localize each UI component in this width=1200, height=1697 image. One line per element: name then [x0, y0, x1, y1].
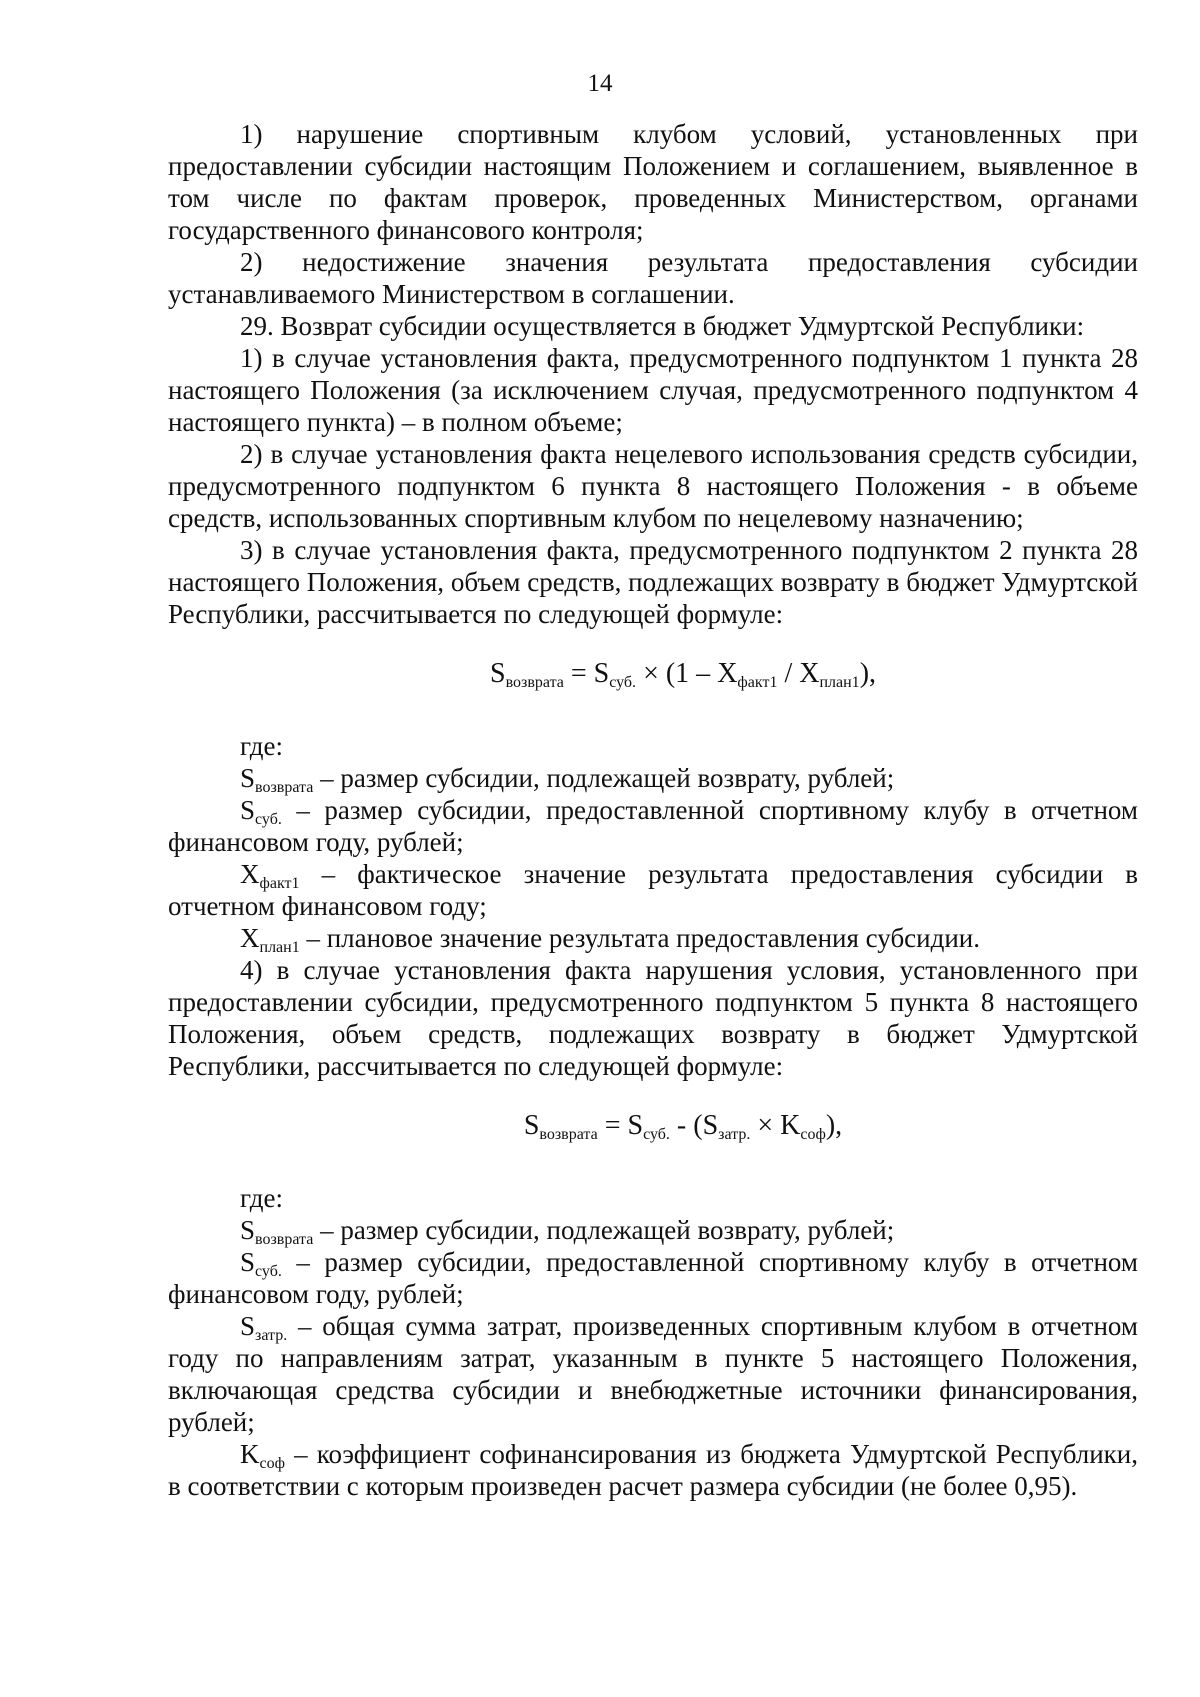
subscript-plan1: план1 [259, 939, 300, 956]
definition-text: – размер субсидии, подлежащей возврату, рублей; [313, 763, 895, 793]
subscript-sub: суб. [255, 811, 282, 828]
formula-1 [168, 656, 1138, 692]
definition-text: – плановое значение результата предоставления субсидии. [299, 923, 981, 953]
definition-text: – фактическое значение результата предоставления субсидии в отчетном финансовом году; [168, 859, 1138, 921]
paragraph-item-2: 2) недостижение значения результата предоставления субсидии устанавливаемого Министерством в соглашении. [168, 247, 1138, 309]
definition-text: – размер субсидии, предоставленной спортивному клубу в отчетном финансовом году, рублей; [168, 795, 1138, 857]
definition-x-plan [168, 922, 1138, 954]
formula-minus-open: - ( [669, 1110, 703, 1141]
definition-s-sub [168, 1246, 1138, 1310]
formula-close: ), [825, 1110, 843, 1141]
definition-text: – размер субсидии, предоставленной спортивному клубу в отчетном финансовом году, рублей; [168, 1247, 1138, 1309]
symbol-s: S [240, 1247, 256, 1277]
paragraph-29-item-4: 4) в случае установления факта нарушения условия, установленного при предоставлении субсидии, предусмотренного подпунктом 5 пункта 8 настоящего Положения, объем средств, подлежащих возврату в бюджет Удмуртской Республики, рассчитывается по следующей формуле: [168, 955, 1138, 1081]
symbol-x: X [717, 658, 738, 689]
symbol-s: S [489, 658, 506, 689]
subscript-fakt1: факт1 [259, 875, 300, 892]
subscript-sof: соф [259, 1455, 285, 1472]
symbol-x: X [240, 859, 260, 889]
subscript-sub: суб. [643, 1126, 670, 1143]
symbol-s: S [702, 1110, 719, 1141]
subscript-zatr: затр. [255, 1327, 288, 1344]
definition-s-vozvrata [168, 1214, 1138, 1246]
definition-k-sof [168, 1438, 1138, 1502]
subscript-sof: соф [800, 1126, 826, 1143]
paragraph-29-item-3: 3) в случае установления факта, предусмотренного подпунктом 2 пункта 28 настоящего Положения, объем средств, подлежащих возврату в бюджет Удмуртской Республики, рассчитывается по следующей формуле: [168, 535, 1138, 629]
where-label: где: [240, 1183, 283, 1213]
symbol-s: S [240, 1215, 256, 1245]
symbol-x: X [799, 658, 820, 689]
symbol-s: S [627, 1110, 644, 1141]
formula-mult-open: × (1 – [636, 658, 718, 689]
definition-text: – общая сумма затрат, произведенных спортивным клубом в отчетном году по направлениям затрат, указанным в пункте 5 настоящего Положения, включающая средства субсидии и внебюджетные источники финансирования, рублей; [168, 1311, 1138, 1437]
paragraph-item-1: 1) нарушение спортивным клубом условий, установленных при предоставлении субсидии настоящим Положением и соглашением, выявленное в том числе по фактам проверок, проведенных Министерством, органами государственного финансового контроля; [168, 119, 1138, 245]
paragraph-29: 29. Возврат субсидии осуществляется в бюджет Удмуртской Республики: [240, 311, 1085, 341]
where-label: где: [240, 731, 283, 761]
paragraph-29-item-1: 1) в случае установления факта, предусмотренного подпунктом 1 пункта 28 настоящего Положения (за исключением случая, предусмотренного подпунктом 4 настоящего пункта) – в полном объеме; [168, 343, 1138, 437]
symbol-x: X [240, 923, 260, 953]
symbol-s: S [593, 658, 610, 689]
definition-text: – коэффициент софинансирования из бюджета Удмуртской Республики, в соответствии с которым произведен расчет размера субсидии (не более 0,95). [168, 1439, 1138, 1501]
formula-2 [168, 1108, 1138, 1144]
symbol-k: K [240, 1439, 260, 1469]
subscript-vozvrata: возврата [255, 779, 314, 796]
page-number: 14 [587, 70, 613, 97]
symbol-s: S [240, 795, 256, 825]
definition-s-vozvrata [168, 762, 1138, 794]
definition-x-fakt [168, 858, 1138, 922]
subscript-plan1: план1 [819, 674, 860, 691]
subscript-fakt1: факт1 [737, 674, 778, 691]
document-body [168, 118, 1138, 1502]
symbol-s: S [240, 763, 256, 793]
subscript-vozvrata: возврата [539, 1126, 598, 1143]
definition-text: – размер субсидии, подлежащей возврату, рублей; [313, 1215, 895, 1245]
formula-mult: × [750, 1110, 781, 1141]
formula-div: / [777, 658, 800, 689]
definition-s-sub [168, 794, 1138, 858]
formula-eq: = [597, 1110, 628, 1141]
formula-eq: = [563, 658, 594, 689]
subscript-vozvrata: возврата [505, 674, 564, 691]
symbol-s: S [523, 1110, 540, 1141]
paragraph-29-item-2: 2) в случае установления факта нецелевого использования средств субсидии, предусмотренного подпунктом 6 пункта 8 настоящего Положения - в объеме средств, использованных спортивным клубом по нецелевому назначению; [168, 439, 1138, 533]
subscript-vozvrata: возврата [255, 1231, 314, 1248]
subscript-sub: суб. [255, 1263, 282, 1280]
formula-close: ), [859, 658, 877, 689]
subscript-zatr: затр. [718, 1126, 751, 1143]
symbol-k: K [780, 1110, 801, 1141]
definition-s-zatr [168, 1310, 1138, 1438]
subscript-sub: суб. [609, 674, 637, 691]
symbol-s: S [240, 1311, 256, 1341]
